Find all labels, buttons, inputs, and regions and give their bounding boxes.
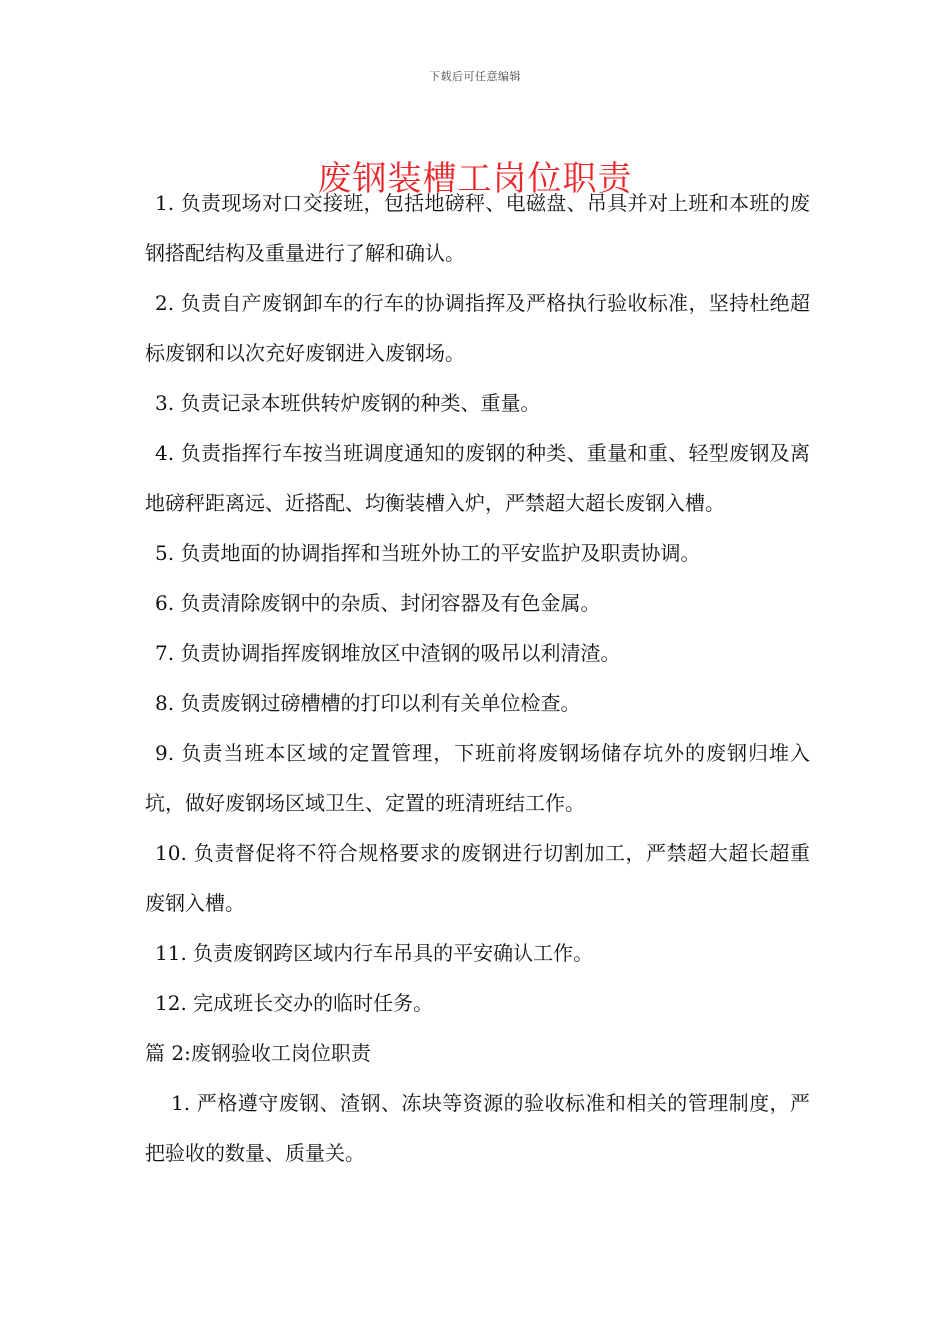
- duty-item-9: 9. 负责当班本区域的定置管理，下班前将废钢场储存坑外的废钢归堆入坑，做好废钢场区域卫生、定置的班清班结工作。: [145, 741, 810, 815]
- document-body: [145, 178, 810, 1178]
- duty-item-1: 1. 负责现场对口交接班，包括地磅秤、电磁盘、吊具并对上班和本班的废钢搭配结构及重量进行了解和确认。: [145, 191, 810, 265]
- duty-item-4: 4. 负责指挥行车按当班调度通知的废钢的种类、重量和重、轻型废钢及离地磅秤距离远、近搭配、均衡装槽入炉，严禁超大超长废钢入槽。: [145, 441, 810, 515]
- duty-item-6: 6. 负责清除废钢中的杂质、封闭容器及有色金属。: [155, 591, 601, 615]
- duty-item-10: 10. 负责督促将不符合规格要求的废钢进行切割加工，严禁超大超长超重废钢入槽。: [145, 841, 810, 915]
- duty-item-12: 12. 完成班长交办的临时任务。: [155, 991, 434, 1015]
- duty-item-8: 8. 负责废钢过磅槽槽的打印以利有关单位检查。: [155, 691, 581, 715]
- header-note: 下载后可任意编辑: [429, 70, 521, 83]
- duty-item-7: 7. 负责协调指挥废钢堆放区中渣钢的吸吊以利清渣。: [155, 641, 621, 665]
- section-heading: 篇 2:废钢验收工岗位职责: [145, 1041, 371, 1065]
- document-title: 废钢装槽工岗位职责: [317, 158, 633, 199]
- duty-item-2: 2. 负责自产废钢卸车的行车的协调指挥及严格执行验收标准，坚持杜绝超标废钢和以次充好废钢进入废钢场。: [145, 291, 810, 365]
- duty-item-3: 3. 负责记录本班供转炉废钢的种类、重量。: [155, 391, 541, 415]
- section2-item-1: 1. 严格遵守废钢、渣钢、冻块等资源的验收标准和相关的管理制度，严把验收的数量、质量关。: [145, 1091, 810, 1165]
- duty-item-11: 11. 负责废钢跨区域内行车吊具的平安确认工作。: [155, 941, 594, 965]
- duty-item-5: 5. 负责地面的协调指挥和当班外协工的平安监护及职责协调。: [155, 541, 701, 565]
